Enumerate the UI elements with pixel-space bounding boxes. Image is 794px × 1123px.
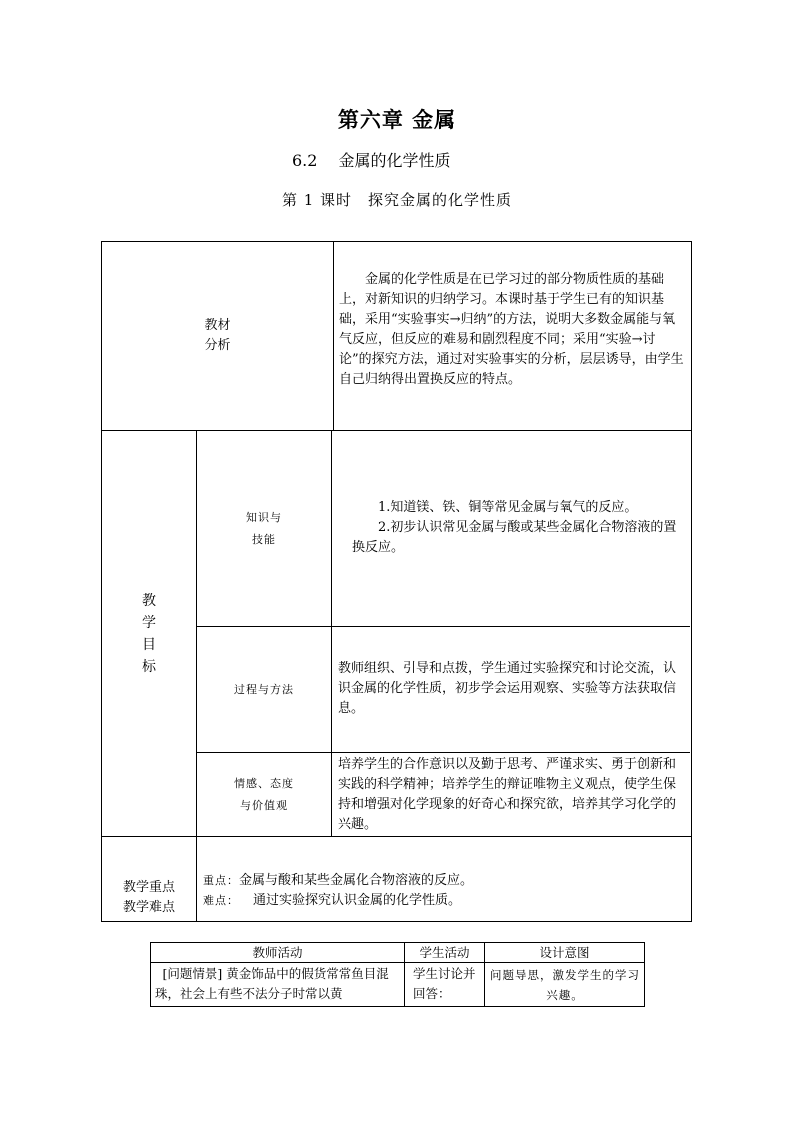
key-point-line [203,871,683,891]
header-teacher: 教师活动 [252,944,303,960]
objectives-label-char: 目 [142,636,156,653]
key-points-label [102,837,196,921]
difficult-point-text: 通过实验探究认识金属的化学性质。 [253,893,462,908]
knowledge-item-2: 2.初步认识常见金属与酸或某些金属化合物溶液的置换反应。 [352,520,677,555]
knowledge-item-1: 1.知道镁、铁、铜等常见金属与氧气的反应。 [378,500,638,515]
header-student: 学生活动 [419,944,470,960]
analysis-label-line2: 分析 [204,338,231,353]
process-label-text: 过程与方法 [234,682,294,696]
emotion-text: 培养学生的合作意识以及勤于思考、严谨求实、勇于创新和实践的科学精神；培养学生的辩证唯物主义观点，使学生保持和增强对化学现象的好奇心和探究欲，培养其学习化学的兴趣。 [338,757,677,832]
difficult-point-label: 难点： [203,894,239,907]
chapter-title: 第六章 金属 [337,107,457,132]
key-points-label-line2: 教学难点 [122,900,175,915]
analysis-text: 金属的化学性质是在已学习过的部分物质性质的基础上，对新知识的归纳学习。本课时基于学生已有的知识基础，采用“实验事实→归纳”的方法，说明大多数金属能与氧气反应，但反应的难易和剧烈程度不同；采用“实验→讨论”的探究方法，通过对实验事实的分析，层层诱导，由学生自己归纳得出置换反应的特点。 [339,272,684,387]
objectives-label-char: 学 [142,614,156,631]
knowledge-label-line2: 技能 [252,532,276,546]
row1-student: 学生讨论并回答： [413,966,476,1001]
emotion-label-line1: 情感、态度 [234,776,294,790]
key-points-label-line1: 教学重点 [122,880,175,895]
objectives-label [102,431,196,836]
analysis-label [102,242,333,430]
row1-teacher: [问题情景] 黄金饰品中的假货常常鱼目混珠，社会上有些不法分子时常以黄 [155,966,389,1001]
emotion-label-line2: 与价值观 [240,798,288,812]
key-points-text [203,871,683,911]
process-label [197,627,331,752]
knowledge-text [352,498,682,558]
lesson-title: 第 1 课时 探究金属的化学性质 [281,191,513,209]
analysis-label-line1: 教材 [204,318,231,333]
section-title: 6.2 金属的化学性质 [292,151,451,170]
key-point-text: 金属与酸和某些金属化合物溶液的反应。 [239,873,474,888]
objectives-label-char: 标 [142,658,156,675]
objectives-label-char: 教 [142,592,156,609]
process-text: 教师组织、引导和点拨，学生通过实验探究和讨论交流，认识金属的化学性质，初步学会运用观察、实验等方法获取信息。 [338,661,677,716]
knowledge-label-line1: 知识与 [246,510,282,524]
key-point-label: 重点： [203,874,239,887]
row1-intent: 问题导思，激发学生的学习兴趣。 [490,968,640,1002]
knowledge-label [197,431,331,626]
header-intent: 设计意图 [539,944,590,960]
emotion-label [197,753,331,836]
difficult-point-line [203,891,683,911]
